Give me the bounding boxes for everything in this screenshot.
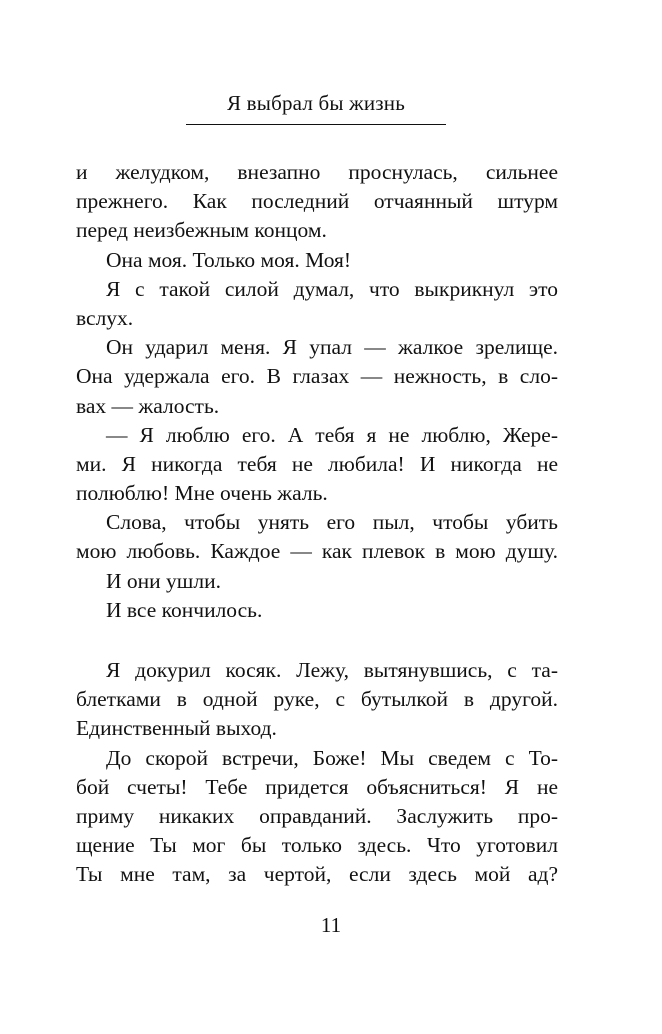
text-line: Единственный выход.	[76, 716, 277, 741]
text-line: и желудком, внезапно проснулась, сильнее	[76, 160, 558, 184]
text-line: Она моя. Только моя. Моя!	[106, 247, 352, 272]
text-line: Я с такой силой думал, что выкрикнул это	[106, 276, 558, 301]
body-text-part-1	[76, 158, 558, 625]
text-line: приму никаких оправданий. Заслужить про-	[76, 803, 558, 828]
text-line: Ты мне там, за чертой, если здесь мой ад?	[76, 862, 558, 887]
text-line: вслух.	[76, 305, 134, 330]
text-line: прежнего. Как последний отчаянный штурм	[76, 189, 558, 214]
page-number: 11	[320, 913, 342, 937]
text-line: перед неизбежным концом.	[76, 218, 327, 243]
text-line: щение Ты мог бы только здесь. Что уготовил	[76, 833, 558, 858]
text-line: До скорой встречи, Боже! Мы сведем с То-	[106, 745, 558, 770]
text-line: блетками в одной руке, с бутылкой в другой.	[76, 687, 558, 712]
text-line: И все кончилось.	[106, 597, 263, 622]
text-line: Она удержала его. В глазах — нежность, в сло-	[76, 364, 558, 389]
text-line: Он ударил меня. Я упал — жалкое зрелище.	[106, 335, 558, 360]
text-line: И они ушли.	[106, 568, 221, 593]
text-line: бой счеты! Тебе придется объясниться! Я не	[76, 774, 558, 799]
body-text-part-2	[76, 656, 558, 890]
text-line: вах — жалость.	[76, 393, 220, 418]
running-header: Я выбрал бы жизнь	[226, 91, 405, 115]
text-line: мою любовь. Каждое — как плевок в мою душу.	[76, 539, 558, 564]
text-line: Я докурил косяк. Лежу, вытянувшись, с та-	[106, 658, 558, 682]
text-line: ми. Я никогда тебя не любила! И никогда не	[76, 451, 558, 476]
text-line: — Я люблю его. А тебя я не люблю, Жере-	[106, 422, 558, 447]
header-rule	[186, 124, 446, 125]
text-line: полюблю! Мне очень жаль.	[76, 481, 328, 506]
text-line: Слова, чтобы унять его пыл, чтобы убить	[106, 510, 558, 535]
